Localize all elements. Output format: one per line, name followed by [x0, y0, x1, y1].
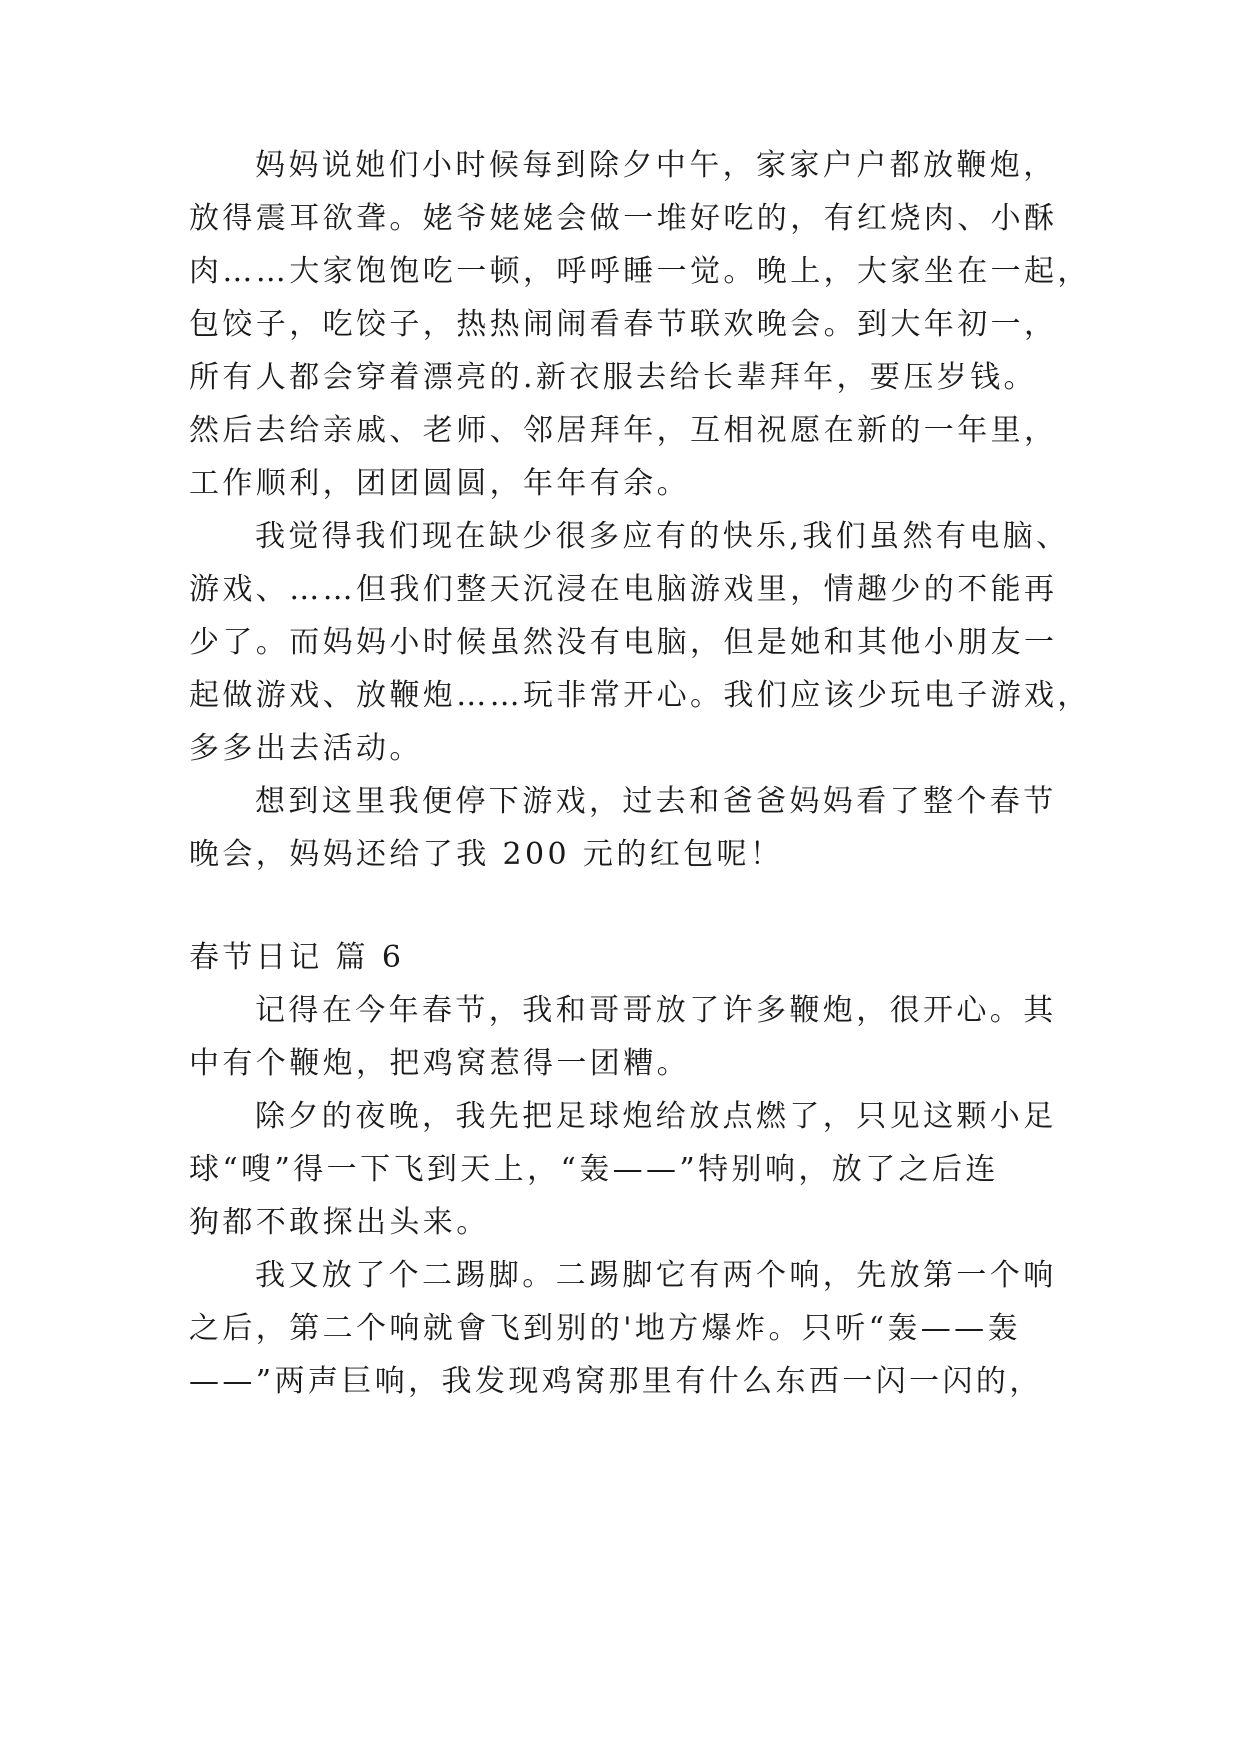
paragraph-1-line-5: 所有人都会穿着漂亮的.新衣服去给长辈拜年，要压岁钱。: [189, 360, 1037, 395]
paragraph-2-line-1: 我觉得我们现在缺少很多应有的快乐,我们虽然有电脑、: [255, 519, 1070, 554]
paragraph-2-line-4: 起做游戏、放鞭炮……玩非常开心。我们应该少玩电子游戏，: [189, 678, 1091, 713]
paragraph-1-line-3: 肉……大家饱饱吃一顿，呼呼睡一觉。晚上，大家坐在一起，: [189, 254, 1091, 289]
section-paragraph-3-line-2: 之后，第二个响就會飞到别的'地方爆炸。只听“轰——轰: [189, 1311, 1021, 1346]
paragraph-1-line-7: 工作顺利，团团圆圆，年年有余。: [189, 466, 690, 501]
paragraph-1-line-2: 放得震耳欲聋。姥爷姥姥会做一堆好吃的，有红烧肉、小酥: [189, 201, 1058, 236]
paragraph-1-line-6: 然后去给亲戚、老师、邻居拜年，互相祝愿在新的一年里，: [189, 413, 1058, 448]
section-title: 春节日记 篇 6: [189, 940, 405, 975]
section-paragraph-1-line-1: 记得在今年春节，我和哥哥放了许多鞭炮，很开心。其: [255, 993, 1057, 1028]
section-paragraph-1-line-2: 中有个鞭炮，把鸡窝惹得一团糟。: [189, 1046, 690, 1081]
section-paragraph-2-line-3: 狗都不敢探出头来。: [189, 1205, 490, 1240]
section-paragraph-2-line-1: 除夕的夜晚，我先把足球炮给放点燃了，只见这颗小足: [255, 1099, 1057, 1134]
section-paragraph-3-line-3: ——”两声巨响，我发现鸡窝那里有什么东西一闪一闪的，: [189, 1364, 1043, 1399]
paragraph-2-line-3: 少了。而妈妈小时候虽然没有电脑，但是她和其他小朋友一: [189, 625, 1058, 660]
paragraph-3-line-2: 晚会，妈妈还给了我 200 元的红包呢！: [189, 837, 784, 872]
section-paragraph-2-line-2: 球“嗖”得一下飞到天上，“轰——”特别响，放了之后连: [189, 1152, 999, 1187]
paragraph-3-line-1: 想到这里我便停下游戏，过去和爸爸妈妈看了整个春节: [255, 784, 1057, 819]
section-paragraph-3-line-1: 我又放了个二踢脚。二踢脚它有两个响，先放第一个响: [255, 1258, 1057, 1293]
paragraph-1-line-1: 妈妈说她们小时候每到除夕中午，家家户户都放鞭炮，: [255, 148, 1057, 183]
paragraph-2-line-2: 游戏、……但我们整天沉浸在电脑游戏里，情趣少的不能再: [189, 572, 1058, 607]
paragraph-1-line-4: 包饺子，吃饺子，热热闹闹看春节联欢晚会。到大年初一，: [189, 307, 1058, 342]
paragraph-2-line-5: 多多出去活动。: [189, 731, 423, 766]
